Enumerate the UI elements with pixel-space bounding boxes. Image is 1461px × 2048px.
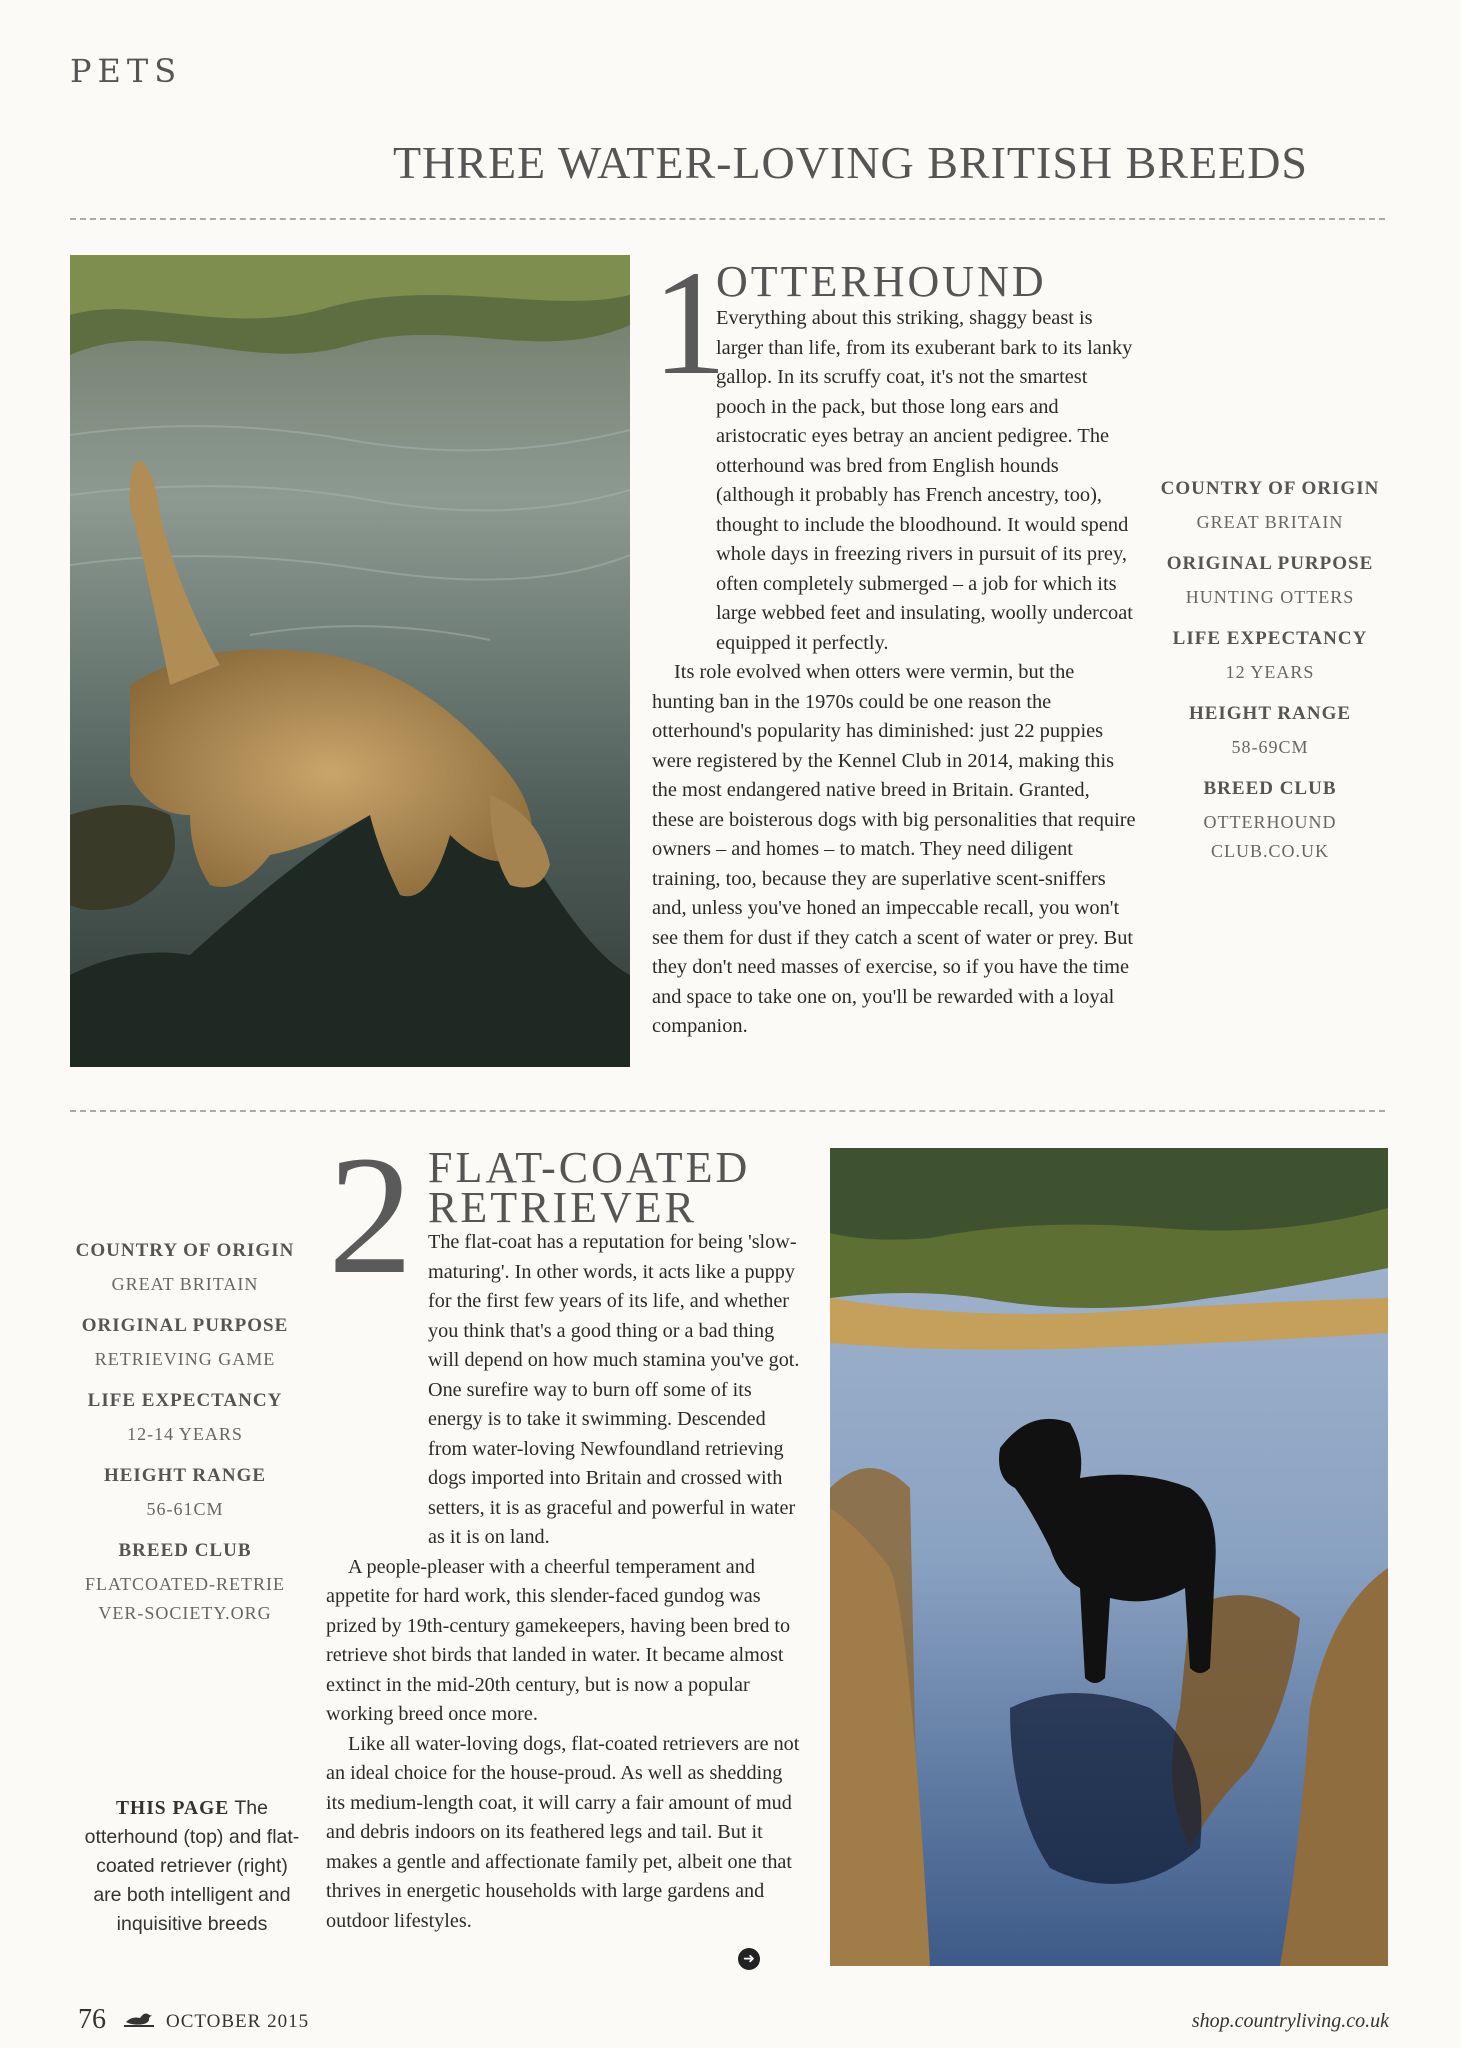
fact-value: 56-61CM xyxy=(146,1499,224,1519)
fact-value: GREAT BRITAIN xyxy=(1196,512,1344,532)
fact-value: RETRIEVING GAME xyxy=(94,1349,276,1369)
divider-middle xyxy=(70,1110,1385,1112)
otterhound-photo xyxy=(70,255,630,1067)
caption-label: THIS PAGE xyxy=(116,1798,230,1819)
fact-value: FLATCOATED-RETRIEVER-SOCIETY.ORG xyxy=(85,1574,285,1623)
breed-heading-otterhound: OTTERHOUND xyxy=(716,257,1047,306)
fact-label: BREED CLUB xyxy=(1203,778,1337,799)
fact-country xyxy=(70,1240,300,1299)
page-number: 76 xyxy=(78,2004,106,2035)
flatcoat-photo xyxy=(830,1148,1388,1966)
fact-value: OTTERHOUND CLUB.CO.UK xyxy=(1203,812,1337,861)
fact-label: ORIGINAL PURPOSE xyxy=(1166,553,1374,574)
fact-value: 12-14 YEARS xyxy=(127,1424,243,1444)
continue-arrow-icon: ➜ xyxy=(738,1948,760,1970)
breed-number-2: 2 xyxy=(328,1121,413,1309)
photo-caption xyxy=(82,1794,302,1939)
fact-label: COUNTRY OF ORIGIN xyxy=(1160,478,1380,499)
flatcoat-body xyxy=(326,1228,804,1936)
flatcoat-paragraph-1: The flat-coat has a reputation for being 'slow-maturing'. In other words, it acts like a puppy for the first few years of its life, and whether you think that's a good thing or a bad thing will depend on how much stamina you've got. One surefire way to burn off some of its energy is to take it swimming. Descended from water-loving Newfoundland retrieving dogs imported into Britain and crossed with setters, it is as graceful and powerful in water as it is on land. xyxy=(428,1231,800,1548)
fact-value: HUNTING OTTERS xyxy=(1185,587,1355,607)
fact-height xyxy=(1150,703,1390,762)
fact-club xyxy=(70,1540,300,1628)
flatcoat-paragraph-2: A people-pleaser with a cheerful temperament and appetite for hard work, this slender-faced gundog was prized by 19th-century gamekeepers, having been bred to retrieve shot birds that landed in water. It became almost extinct in the mid-20th century, but is now a popular working breed once more. xyxy=(326,1555,791,1725)
otterhound-paragraph-2: Its role evolved when otters were vermin, but the hunting ban in the 1970s could be one reason the otterhound's popularity has diminished: just 22 puppies were registered by the Kennel Club in 2014, making this the most endangered native breed in Britain. Granted, these are boisterous dogs with big personalities that require owners – and homes – to match. They need diligent training, too, because they are superlative scent-sniffers and, unless you've honed an impeccable recall, you won't see them for dust if they catch a scent of water or prey. But they don't need masses of exercise, so if you have the time and space to take one on, you'll be rewarded with a loyal companion. xyxy=(652,661,1136,1037)
fact-life xyxy=(1150,628,1390,687)
breed-number-1: 1 xyxy=(652,240,727,406)
fact-label: BREED CLUB xyxy=(118,1540,252,1561)
issue-date: OCTOBER 2015 xyxy=(166,2011,310,2032)
divider-top xyxy=(70,218,1385,220)
fact-purpose xyxy=(1150,553,1390,612)
fact-life xyxy=(70,1390,300,1449)
page-title: THREE WATER-LOVING BRITISH BREEDS xyxy=(392,137,1309,188)
otterhound-body xyxy=(652,304,1136,1042)
fact-label: HEIGHT RANGE xyxy=(103,1465,267,1486)
fact-purpose xyxy=(70,1315,300,1374)
fact-value: 58-69CM xyxy=(1231,737,1309,757)
fact-club xyxy=(1150,778,1390,866)
fact-label: HEIGHT RANGE xyxy=(1188,703,1352,724)
caption-text: The otterhound (top) and flat-coated retriever (right) are both intelligent and inquisitive breeds xyxy=(84,1797,300,1935)
fact-height xyxy=(70,1465,300,1524)
fact-value: GREAT BRITAIN xyxy=(111,1274,259,1294)
fact-value: 12 YEARS xyxy=(1225,662,1315,682)
fact-label: COUNTRY OF ORIGIN xyxy=(75,1240,295,1261)
otterhound-paragraph-1: Everything about this striking, shaggy beast is larger than life, from its exuberant bark to its lanky gallop. In its scruffy coat, it's not the smartest pooch in the pack, but those long ears and aristocratic eyes betray an ancient pedigree. The otterhound was bred from English hounds (although it probably has French ancestry, too), thought to include the bloodhound. It would spend whole days in freezing rivers in pursuit of its prey, often completely submerged – a job for which its large webbed feet and insulating, woolly undercoat equipped it perfectly. xyxy=(716,307,1133,654)
fact-label: ORIGINAL PURPOSE xyxy=(81,1315,289,1336)
breed-heading-flatcoat-line1: FLAT-COATED xyxy=(428,1143,751,1192)
fact-label: LIFE EXPECTANCY xyxy=(1172,628,1368,649)
flatcoat-facts xyxy=(70,1240,300,1644)
duck-logo-icon xyxy=(122,2006,156,2028)
fact-country xyxy=(1150,478,1390,537)
flatcoat-paragraph-3: Like all water-loving dogs, flat-coated retrievers are not an ideal choice for the house-proud. As well as shedding its medium-length coat, it will carry a fair amount of mud and debris indoors on its feathered legs and tail. But it makes a gentle and affectionate family pet, albeit one that thrives in energetic households with large gardens and outdoor lifestyles. xyxy=(326,1732,800,1932)
fact-label: LIFE EXPECTANCY xyxy=(87,1390,283,1411)
otterhound-facts xyxy=(1150,478,1390,882)
breed-heading-flatcoat-line2: RETRIEVER xyxy=(428,1183,697,1232)
footer-url[interactable]: shop.countryliving.co.uk xyxy=(1191,2010,1389,2032)
section-label: PETS xyxy=(70,52,183,90)
